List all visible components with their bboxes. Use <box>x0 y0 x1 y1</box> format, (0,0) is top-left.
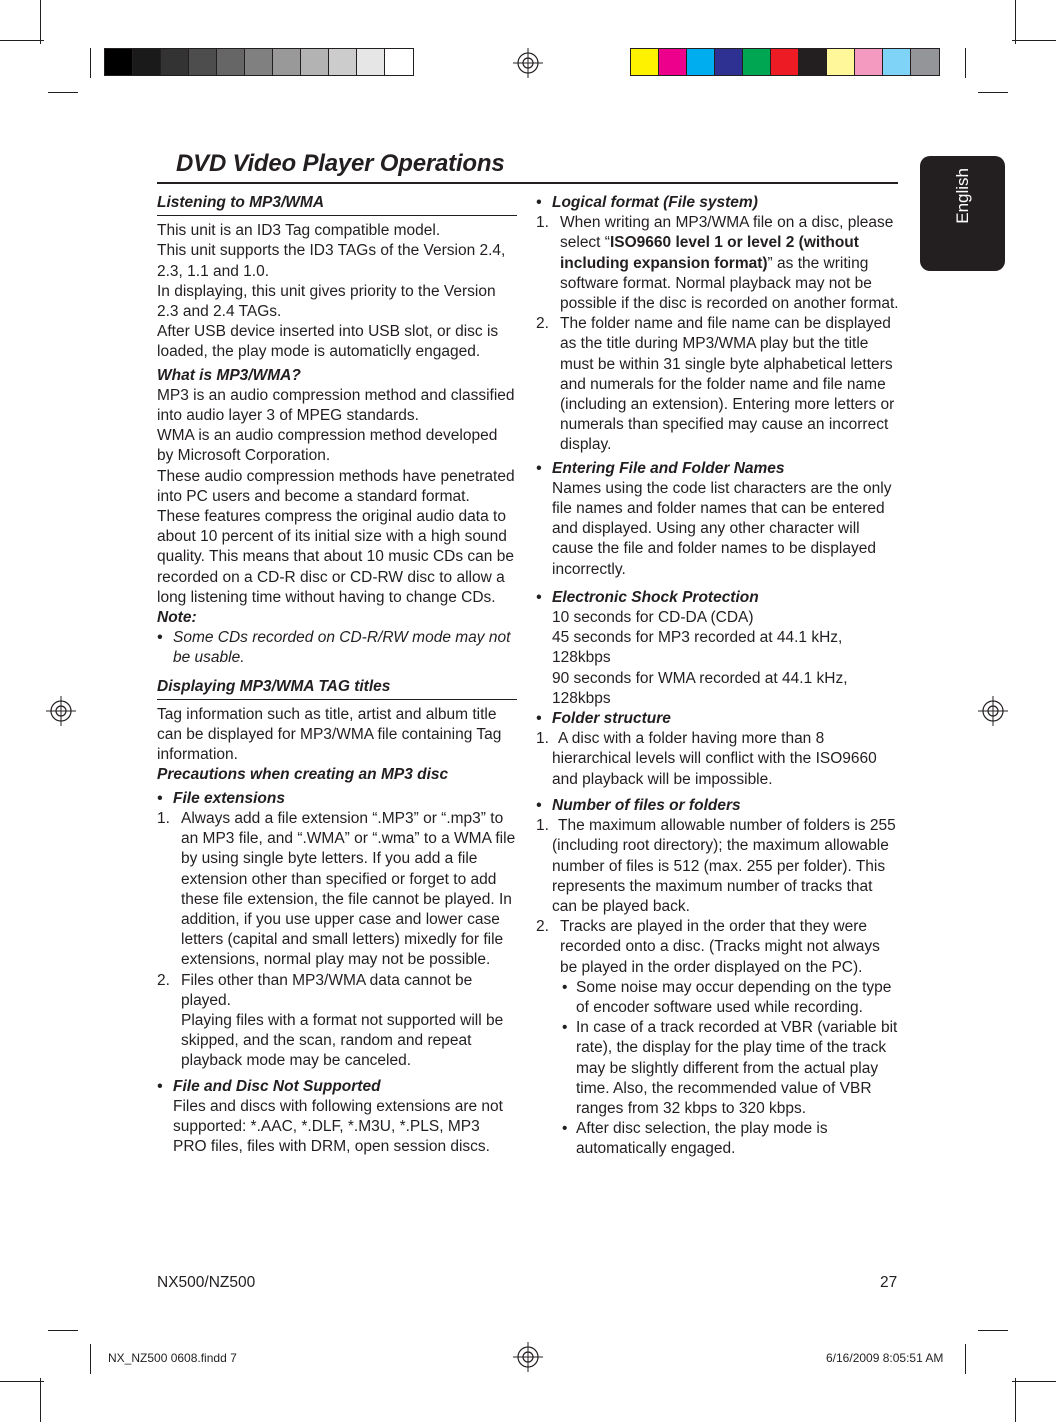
model-number: NX500/NZ500 <box>157 1274 256 1291</box>
color-swatch <box>911 49 939 75</box>
bullet-heading-folder-structure: • Folder structure <box>536 709 901 729</box>
color-swatch <box>357 49 385 75</box>
color-swatch <box>659 49 687 75</box>
color-swatch <box>329 49 357 75</box>
paragraph: 10 seconds for CD-DA (CDA) <box>552 609 754 627</box>
crop-mark <box>1015 1378 1016 1422</box>
color-swatch <box>883 49 911 75</box>
sub-bullet-item: • In case of a track recorded at VBR (variable bit rate), the display for the play time of the track may be slightly different from the actual play time. Also, the recommended value of VBR ranges from 32 kbps to 320 kbps. <box>536 1018 901 1119</box>
bullet-heading-logical-format: • Logical format (File system) <box>536 193 901 213</box>
print-slug-date: 6/16/2009 8:05:51 AM <box>826 1351 944 1365</box>
crop-mark <box>40 0 41 44</box>
crop-mark <box>1012 40 1056 41</box>
registration-target-icon <box>513 48 543 78</box>
section-heading-precautions: Precautions when creating an MP3 disc <box>157 766 449 784</box>
crop-mark <box>978 1330 1008 1331</box>
crop-mark <box>48 1330 78 1331</box>
item-text: Files other than MP3/WMA data cannot be played. <box>181 971 473 1009</box>
color-swatch <box>273 49 301 75</box>
color-swatch <box>799 49 827 75</box>
page-title: DVD Video Player Operations <box>176 150 505 177</box>
paragraph: This unit is an ID3 Tag compatible model. <box>157 222 441 240</box>
color-swatch <box>301 49 329 75</box>
section-heading-listening: Listening to MP3/WMA <box>157 193 517 216</box>
color-swatch <box>217 49 245 75</box>
item-number: 1. <box>536 730 549 748</box>
paragraph: After USB device inserted into USB slot, or disc is loaded, the play mode is automaticlly engaged. <box>157 323 499 361</box>
bullet-heading-not-supported: • File and Disc Not Supported <box>157 1077 517 1097</box>
title-divider <box>157 182 898 184</box>
section-heading-what-is: What is MP3/WMA? <box>157 366 301 384</box>
sub-bullet-item: • After disc selection, the play mode is automatically engaged. <box>536 1119 901 1159</box>
numbered-item <box>536 816 901 917</box>
crop-mark <box>48 92 78 93</box>
registration-target-icon <box>46 696 76 726</box>
color-swatch <box>133 49 161 75</box>
item-text-bold: ISO9660 level 1 or level 2 (without including expansion format) <box>560 234 859 272</box>
item-number: 2. <box>157 971 170 989</box>
item-text: The folder name and file name can be displayed as the title during MP3/WMA play but the title must be within 31 single byte alphabetical letters and numerals for the folder name and file name (including an extension). Entering more letters or numerals than specified may cause an incorrect display. <box>560 315 895 454</box>
paragraph: This unit supports the ID3 TAGs of the Version 2.4, 2.3, 1.1 and 1.0. <box>157 242 506 280</box>
color-swatch <box>827 49 855 75</box>
paragraph: Files and discs with following extensions are not supported: *.AAC, *.DLF, *.M3U, *.PLS, MP3 PRO files, files with DRM, open session discs. <box>173 1097 503 1156</box>
item-text: The maximum allowable number of folders is 255 (including root directory); the maximum allowable number of files is 512 (max. 255 per folder). This represents the maximum number of tracks that can be played back. <box>552 817 896 915</box>
color-swatch <box>855 49 883 75</box>
color-swatch <box>385 49 413 75</box>
bullet-heading-number-of-files: • Number of files or folders <box>536 796 901 816</box>
language-tab-label: English <box>952 168 972 224</box>
grayscale-color-bar <box>104 48 414 76</box>
crop-mark <box>1015 0 1016 44</box>
color-swatch <box>771 49 799 75</box>
crop-mark <box>40 1378 41 1422</box>
paragraph: 90 seconds for WMA recorded at 44.1 kHz, 128kbps <box>552 669 848 707</box>
color-swatch <box>245 49 273 75</box>
crop-mark <box>0 1381 44 1382</box>
print-slug-file: NX_NZ500 0608.findd 7 <box>108 1351 237 1365</box>
item-text: When writing an MP3/WMA file on a disc, please select “ <box>560 214 894 252</box>
paragraph: MP3 is an audio compression method and classified into audio layer 3 of MPEG standards. <box>157 386 515 425</box>
item-text: ” as the writing software format. Normal playback may not be possible if the disc is recorded on another format. <box>560 254 899 313</box>
right-column <box>536 193 901 1160</box>
sub-bullet-item: • Some noise may occur depending on the type of encoder software used while recording. <box>536 978 901 1018</box>
crop-mark <box>90 1344 91 1374</box>
color-swatch <box>743 49 771 75</box>
color-swatch <box>631 49 659 75</box>
language-tab <box>920 156 1005 271</box>
numbered-item <box>536 314 901 455</box>
bullet-heading-shock-protection: • Electronic Shock Protection <box>536 588 901 608</box>
color-swatch <box>715 49 743 75</box>
crop-mark <box>1012 1381 1056 1382</box>
paragraph: These audio compression methods have penetrated into PC users and become a standard format. <box>157 467 515 505</box>
item-text: Tracks are played in the order that they were recorded onto a disc. (Tracks might not always be played in the order displayed on the PC). <box>560 918 880 976</box>
registration-target-icon <box>978 696 1008 726</box>
color-swatch <box>189 49 217 75</box>
paragraph: In displaying, this unit gives priority to the Version 2.3 and 2.4 TAGs. <box>157 282 496 321</box>
process-color-bar <box>630 48 940 76</box>
note-item: • Some CDs recorded on CD-R/RW mode may not be usable. <box>157 628 517 668</box>
numbered-item <box>157 971 517 1072</box>
paragraph: 45 seconds for MP3 recorded at 44.1 kHz, 128kbps <box>552 629 843 667</box>
numbered-item <box>157 809 517 971</box>
color-swatch <box>161 49 189 75</box>
left-column <box>157 193 517 1157</box>
numbered-item <box>536 213 901 314</box>
color-swatch <box>105 49 133 75</box>
item-text: Always add a file extension “.MP3” or “.mp3” to an MP3 file, and “.WMA” or “.wma” to a WMA file by using single byte letters. If you add a file extension other than specified or forget to add these file extension, the file cannot be played. In addition, if you use upper case and lower case letters (capital and small letters) mixedly for file extensions, normal play may not be possible. <box>181 809 516 969</box>
crop-mark <box>0 40 44 41</box>
item-text: Playing files with a format not supported will be skipped, and the scan, random and repeat playback mode may be canceled. <box>181 1011 504 1070</box>
page-number: 27 <box>880 1274 898 1291</box>
item-number: 1. <box>157 809 170 827</box>
crop-mark <box>965 48 966 78</box>
paragraph: These features compress the original audio data to about 10 percent of its initial size with a high sound quality. This means that about 10 music CDs can be recorded on a CD-R disc or CD-RW disc to allow a long listening time without having to change CDs. <box>157 508 514 606</box>
bullet-heading-file-extensions: • File extensions <box>157 789 517 809</box>
crop-mark <box>978 92 1008 93</box>
item-number: 2. <box>536 918 549 936</box>
section-heading-tag-titles: Displaying MP3/WMA TAG titles <box>157 677 517 700</box>
paragraph: WMA is an audio compression method developed by Microsoft Corporation. <box>157 427 498 465</box>
paragraph: Names using the code list characters are the only file names and folder names that can be entered and displayed. Using any other character will cause the file and folder names to be displayed incorrectly. <box>552 479 892 578</box>
numbered-item <box>536 917 901 978</box>
crop-mark <box>90 48 91 78</box>
note-label: Note: <box>157 609 197 627</box>
item-number: 1. <box>536 817 549 835</box>
bullet-heading-entering-names: • Entering File and Folder Names <box>536 459 901 479</box>
item-number: 2. <box>536 315 549 333</box>
registration-target-icon <box>513 1342 543 1372</box>
item-text: A disc with a folder having more than 8 hierarchical levels will conflict with the ISO9660 and playback will be impossible. <box>552 730 877 788</box>
crop-mark <box>965 1344 966 1374</box>
paragraph: Tag information such as title, artist and album title can be displayed for MP3/WMA file containing Tag information. <box>157 705 502 764</box>
color-swatch <box>687 49 715 75</box>
item-number: 1. <box>536 214 549 232</box>
numbered-item <box>536 729 901 790</box>
